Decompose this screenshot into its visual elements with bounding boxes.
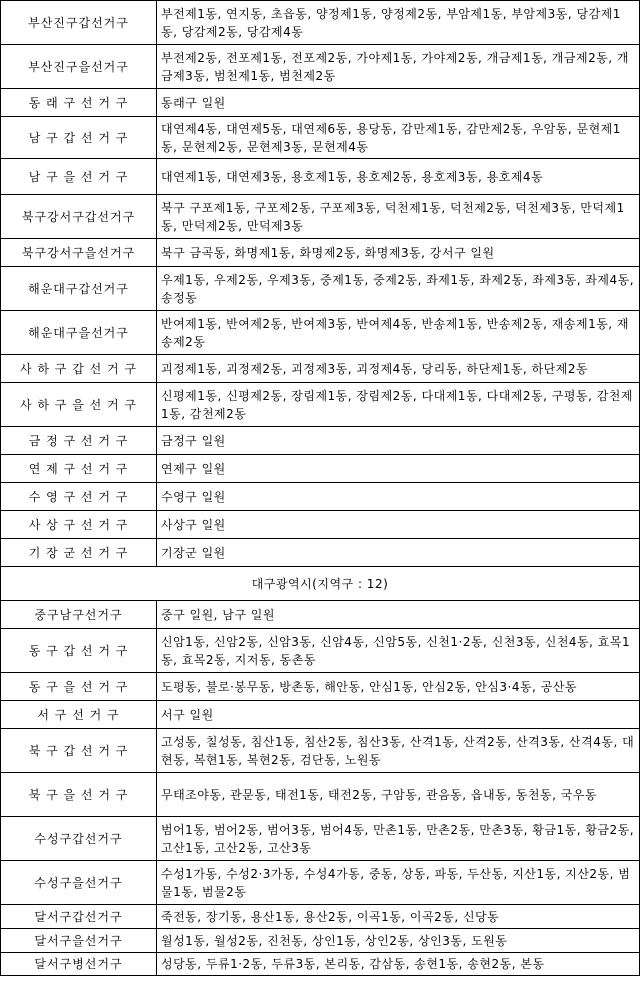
district-area: 신평제1동, 신평제2동, 장림제1동, 장림제2동, 다대제1동, 다대제2동, 구평동, 감천제1동, 감천제2동	[157, 383, 640, 427]
table-row	[1, 861, 640, 905]
table-row	[1, 629, 640, 673]
table-row	[1, 89, 640, 117]
district-name: 북구강서구을선거구	[1, 239, 157, 267]
table-row	[1, 539, 640, 567]
district-area: 대연제1동, 대연제3동, 용호제1동, 용호제2동, 용호제3동, 용호제4동	[157, 159, 640, 195]
table-row	[1, 483, 640, 511]
district-area: 대연제4동, 대연제5동, 대연제6동, 용당동, 감만제1동, 감만제2동, 우암동, 문현제1동, 문현제2동, 문현제3동, 문현제4동	[157, 117, 640, 159]
district-name: 수성구갑선거구	[1, 817, 157, 861]
district-area: 연제구 일원	[157, 455, 640, 483]
district-name: 북 구 을 선 거 구	[1, 773, 157, 817]
district-name: 해운대구을선거구	[1, 311, 157, 355]
district-area: 부전제2동, 전포제1동, 전포제2동, 가야제1동, 가야제2동, 개금제1동, 개금제2동, 개금제3동, 범천제1동, 범천제2동	[157, 45, 640, 89]
table-row	[1, 905, 640, 929]
district-name: 남 구 갑 선 거 구	[1, 117, 157, 159]
district-name: 동 구 을 선 거 구	[1, 673, 157, 701]
district-area: 죽전동, 장기동, 용산1동, 용산2동, 이곡1동, 이곡2동, 신당동	[157, 905, 640, 929]
district-area: 북구 금곡동, 화명제1동, 화명제2동, 화명제3동, 강서구 일원	[157, 239, 640, 267]
district-name: 부산진구갑선거구	[1, 1, 157, 45]
district-area: 중구 일원, 남구 일원	[157, 601, 640, 629]
district-name: 사 하 구 갑 선 거 구	[1, 355, 157, 383]
table-row	[1, 311, 640, 355]
district-area: 신암1동, 신암2동, 신암3동, 신암4동, 신암5동, 신천1·2동, 신천3동, 신천4동, 효목1동, 효목2동, 지저동, 동촌동	[157, 629, 640, 673]
district-name: 달서구갑선거구	[1, 905, 157, 929]
district-area: 반여제1동, 반여제2동, 반여제3동, 반여제4동, 반송제1동, 반송제2동, 재송제1동, 재송제2동	[157, 311, 640, 355]
district-area: 고성동, 칠성동, 침산1동, 침산2동, 침산3동, 산격1동, 산격2동, 산격3동, 산격4동, 대현동, 복현1동, 복현2동, 검단동, 노원동	[157, 729, 640, 773]
district-area: 무태조야동, 관문동, 태전1동, 태전2동, 구암동, 관음동, 읍내동, 동천동, 국우동	[157, 773, 640, 817]
district-name: 수 영 구 선 거 구	[1, 483, 157, 511]
district-area: 사상구 일원	[157, 511, 640, 539]
table-row	[1, 953, 640, 976]
district-name: 동 구 갑 선 거 구	[1, 629, 157, 673]
district-area: 괴정제1동, 괴정제2동, 괴정제3동, 괴정제4동, 당리동, 하단제1동, 하단제2동	[157, 355, 640, 383]
section-title: 대구광역시(지역구 : 12)	[1, 567, 640, 601]
district-area: 북구 구포제1동, 구포제2동, 구포제3동, 덕천제1동, 덕천제2동, 덕천제3동, 만덕제1동, 만덕제2동, 만덕제3동	[157, 195, 640, 239]
table-row	[1, 159, 640, 195]
table-row	[1, 117, 640, 159]
district-area: 동래구 일원	[157, 89, 640, 117]
district-area: 우제1동, 우제2동, 우제3동, 중제1동, 중제2동, 좌제1동, 좌제2동, 좌제3동, 좌제4동, 송정동	[157, 267, 640, 311]
table-row	[1, 355, 640, 383]
district-area: 금정구 일원	[157, 427, 640, 455]
district-name: 북구강서구갑선거구	[1, 195, 157, 239]
district-name: 금 정 구 선 거 구	[1, 427, 157, 455]
table-row	[1, 511, 640, 539]
district-name: 사 하 구 을 선 거 구	[1, 383, 157, 427]
district-area: 범어1동, 범어2동, 범어3동, 범어4동, 만촌1동, 만촌2동, 만촌3동, 황금1동, 황금2동, 고산1동, 고산2동, 고산3동	[157, 817, 640, 861]
district-name: 부산진구을선거구	[1, 45, 157, 89]
table-row	[1, 729, 640, 773]
table-row	[1, 383, 640, 427]
table-row	[1, 929, 640, 953]
district-name: 달서구병선거구	[1, 953, 157, 976]
district-area: 성당동, 두류1·2동, 두류3동, 본리동, 감삼동, 송현1동, 송현2동, 본동	[157, 953, 640, 976]
table-row	[1, 239, 640, 267]
table-row	[1, 601, 640, 629]
table-row	[1, 817, 640, 861]
table-row	[1, 45, 640, 89]
district-area: 수성1가동, 수성2·3가동, 수성4가동, 중동, 상동, 파동, 두산동, 지산1동, 지산2동, 범물1동, 범물2동	[157, 861, 640, 905]
district-name: 북 구 갑 선 거 구	[1, 729, 157, 773]
district-name: 수성구을선거구	[1, 861, 157, 905]
table-row	[1, 773, 640, 817]
table-row	[1, 195, 640, 239]
table-row	[1, 455, 640, 483]
table-row	[1, 673, 640, 701]
district-area: 부전제1동, 연지동, 초읍동, 양정제1동, 양정제2동, 부암제1동, 부암제3동, 당감제1동, 당감제2동, 당감제4동	[157, 1, 640, 45]
district-name: 동 래 구 선 거 구	[1, 89, 157, 117]
district-name: 중구남구선거구	[1, 601, 157, 629]
district-area: 서구 일원	[157, 701, 640, 729]
district-name: 달서구을선거구	[1, 929, 157, 953]
district-area: 수영구 일원	[157, 483, 640, 511]
table-row	[1, 701, 640, 729]
district-name: 남 구 을 선 거 구	[1, 159, 157, 195]
table-row	[1, 1, 640, 45]
section-header-row	[1, 567, 640, 601]
district-name: 연 제 구 선 거 구	[1, 455, 157, 483]
district-name: 해운대구갑선거구	[1, 267, 157, 311]
table-row	[1, 267, 640, 311]
district-area: 월성1동, 월성2동, 진천동, 상인1동, 상인2동, 상인3동, 도원동	[157, 929, 640, 953]
district-name: 서 구 선 거 구	[1, 701, 157, 729]
table-row	[1, 427, 640, 455]
district-area: 도평동, 불로·봉무동, 방촌동, 해안동, 안심1동, 안심2동, 안심3·4동, 공산동	[157, 673, 640, 701]
district-name: 사 상 구 선 거 구	[1, 511, 157, 539]
district-name: 기 장 군 선 거 구	[1, 539, 157, 567]
district-area: 기장군 일원	[157, 539, 640, 567]
